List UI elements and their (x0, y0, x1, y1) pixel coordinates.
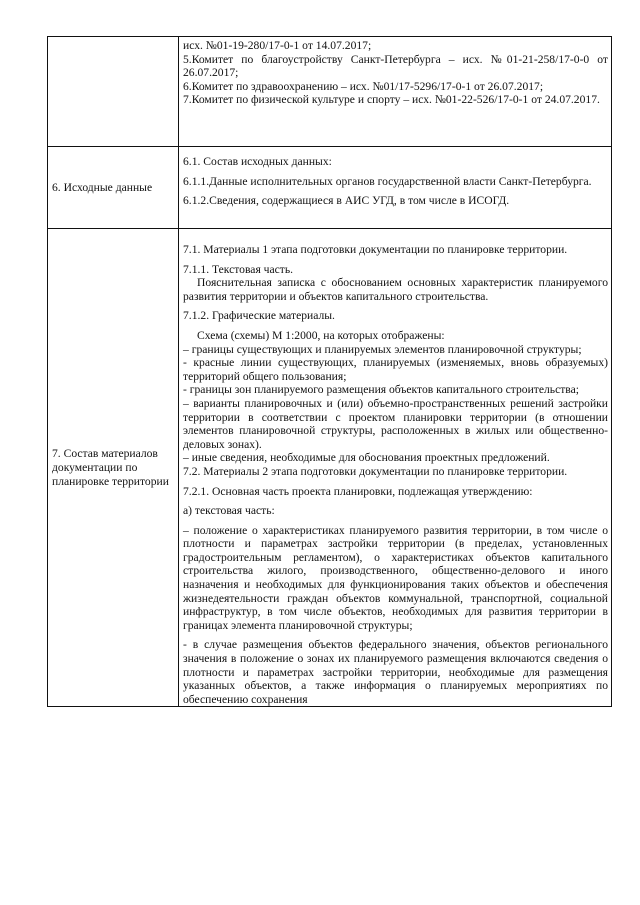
document-table (47, 36, 612, 707)
list-item: – варианты планировочных и (или) объемно-пространственных решений застройки территории в соответствии с проектом планировки территории (в отношении элементов планировочной структуры, расположенных в жилых или общественно-деловых зонах). (183, 396, 608, 451)
row2-content-cell (179, 147, 612, 229)
section-label: 7. Состав материалов документации по планировке территории (52, 447, 169, 488)
list-item: – границы существующих и планируемых элементов планировочной структуры; (183, 342, 582, 356)
paragraph: а) текстовая часть: (183, 504, 275, 518)
table-row-recipients (48, 37, 612, 147)
recipient-line: 5.Комитет по благоустройству Санкт-Петербурга – исх. №01-21-258/17-0-0 от 26.07.2017; (183, 52, 608, 80)
source-data-item: 6.1. Состав исходных данных: (183, 155, 332, 168)
paragraph: 7.1.1. Текстовая часть. (183, 262, 294, 276)
row2-label-cell (48, 147, 179, 229)
paragraph: 7.1.2. Графические материалы. (183, 309, 335, 323)
list-item: - красные линии существующих, планируемых (изменяемых, вновь образуемых) территорий общего пользования; (183, 356, 608, 383)
table-row-materials (48, 229, 612, 707)
table-row-source-data (48, 147, 612, 229)
list-item: – положение о характеристиках планируемого развития территории, в том числе о плотности и параметрах застройки территории (в пределах, установленных градостроительным регламентом), о характеристиках объектов капитального строительства жилого, производственного, общественно-делового и иного назначения и необходимых для функционирования таких объектов и обеспечения жизнедеятельности граждан объектов коммунальной, транспортной, социальной инфраструктур, в том числе объектов, необходимых для развития территории в границах элемента планировочной структуры; (183, 523, 608, 632)
list-item: – иные сведения, необходимые для обоснования проектных предложений. (183, 451, 550, 465)
paragraph: 7.2.1. Основная часть проекта планировки, подлежащая утверждению: (183, 484, 533, 498)
recipient-line: 6.Комитет по здравоохранению – исх. №01/17-5296/17-0-1 от 26.07.2017; (183, 79, 544, 93)
paragraph: Схема (схемы) М 1:2000, на которых отображены: (197, 328, 445, 342)
section-label: 6. Исходные данные (52, 180, 153, 194)
source-data-item: 6.1.1.Данные исполнительных органов государственной власти Санкт-Петербурга. (183, 174, 592, 188)
recipient-line: исх. №01-19-280/17-0-1 от 14.07.2017; (183, 39, 372, 52)
paragraph: 7.1. Материалы 1 этапа подготовки документации по планировке территории. (183, 243, 568, 256)
row1-content-cell (179, 37, 612, 147)
paragraph: 7.2. Материалы 2 этапа подготовки документации по планировке территории. (183, 464, 568, 478)
row3-label-cell (48, 229, 179, 707)
row1-label-cell (48, 37, 179, 147)
recipient-line: 7.Комитет по физической культуре и спорту – исх. №01-22-526/17-0-1 от 24.07.2017. (183, 93, 600, 107)
source-data-item: 6.1.2.Сведения, содержащиеся в АИС УГД, в том числе в ИСОГД. (183, 194, 510, 208)
list-item: - в случае размещения объектов федерального значения, объектов регионального значения в положение о зонах их планируемого размещения включаются сведения о плотности и параметрах застройки территории, необходимые для размещения указанных объектов, а также информация о планируемых мероприятиях по обеспечению сохранения (183, 638, 608, 706)
list-item: - границы зон планируемого размещения объектов капитального строительства; (183, 383, 579, 397)
paragraph: Пояснительная записка с обоснованием основных характеристик планируемого развития территории и объектов капитального строительства. (183, 276, 608, 303)
row3-content-cell (179, 229, 612, 707)
